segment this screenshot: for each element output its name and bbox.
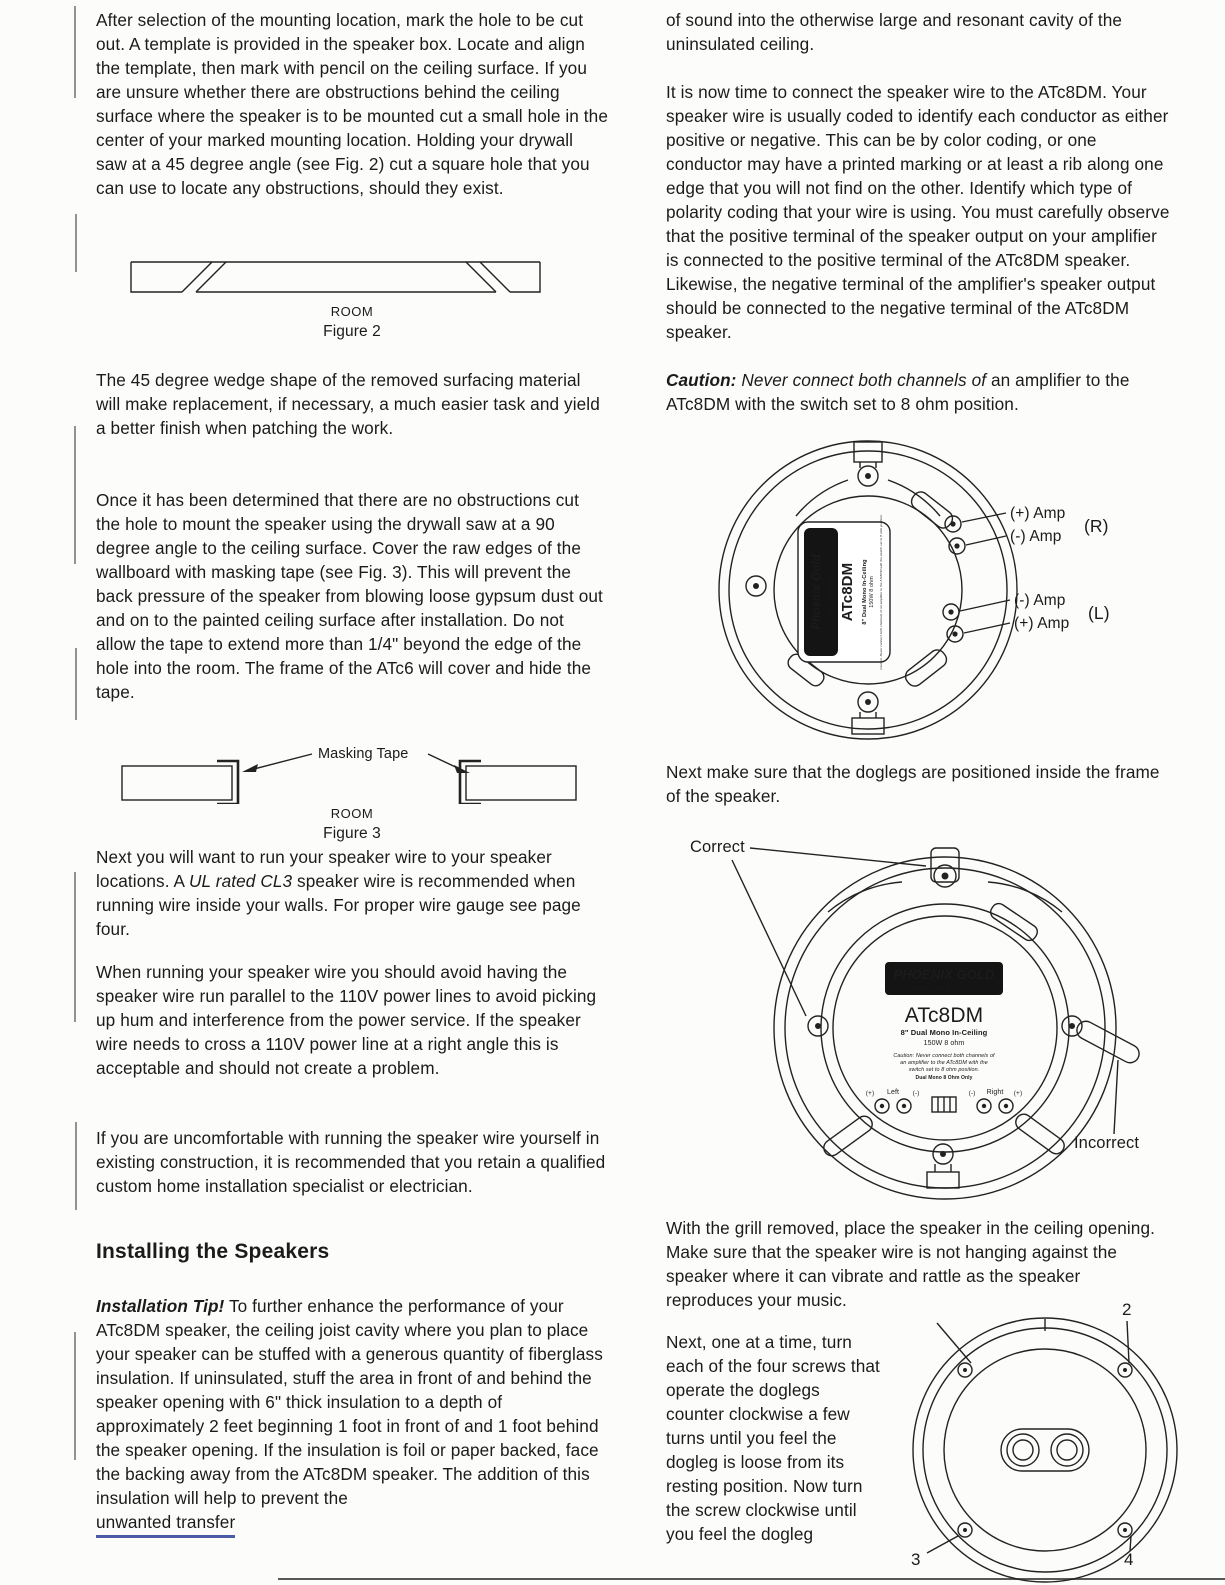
figure-3-room-label: ROOM [330, 806, 374, 821]
para-installation-tip [96, 1294, 608, 1538]
back-model-text: ATc8DM [839, 562, 856, 622]
para-speaker-wire-post: speaker wire is recommended when running wire inside your walls. For proper wire gauge see page four. [96, 871, 581, 939]
front-spec2-text: 150W 8 ohm [923, 1040, 965, 1047]
back-spec1-text: 8" Dual Mono In-Ceiling [862, 559, 868, 625]
figure-speaker-front-diagram [666, 836, 1176, 1208]
screw-figure-outline [913, 1318, 1177, 1582]
para-connect-wire: It is now time to connect the speaker wire to the ATc8DM. Your speaker wire is usually coded to identify each conductor as either positive or negative. This can be by color coding, or one conductor may have a printed marking or at least a rib along one edge that you will not find on the other. Identify which type of polarity coding that your wire is using. You must carefully observe that the positive terminal of the speaker output on your amplifier is connected to the positive terminal of the ATc8DM speaker. Likewise, the negative terminal of the amplifier's speaker output should be connected to the negative terminal of the ATc8DM speaker. [666, 82, 1170, 342]
front-model-text: ATc8DM [904, 1004, 984, 1027]
caution-rest: an amplifier to the ATc8DM with the switch set to 8 ohm position. [666, 370, 1130, 414]
front-terminal-right-label: Right [986, 1089, 1004, 1096]
figure-3-caption: Figure 3 [323, 825, 381, 842]
figure-screw-numbers [895, 1293, 1195, 1585]
para-speaker-wire-italic: UL rated CL3 [189, 871, 293, 891]
figure-3-masking-tape-diagram [114, 744, 584, 804]
installation-tip-last-words: unwanted transfer [96, 1510, 235, 1538]
front-incorrect-label: Incorrect [1074, 1134, 1140, 1152]
front-terminal-left-label: Left [886, 1089, 900, 1096]
figure-2-caption: Figure 2 [323, 323, 381, 340]
front-caution-line3: switch set to 8 ohm position. [908, 1067, 980, 1073]
figure-speaker-back-diagram [700, 436, 1200, 746]
screw-number-3: 3 [911, 1550, 921, 1569]
scan-artifact [75, 648, 77, 720]
scan-artifact [75, 1122, 77, 1210]
figure-speaker-back [700, 436, 1200, 746]
para-mark-hole: After selection of the mounting location, mark the hole to be cut out. A template is provided in the speaker box. Locate and align the template, then mark with pencil on the ceiling surface. If you are unsure whether there are obstructions behind the ceiling surface where the speaker is to be mounted cut a small hole in the center of your marked mounting location. Holding your drywall saw at a 45 degree angle (see Fig. 2) cut a square hole that you can use to locate any obstructions, should they exist. [96, 10, 609, 198]
figure-2-room-label: ROOM [330, 304, 374, 319]
figure-screw-numbers-diagram [895, 1293, 1195, 1585]
figure-3-masking-tape-label: Masking Tape [318, 746, 409, 762]
front-correct-label: Correct [690, 838, 745, 856]
scan-artifact [74, 6, 76, 98]
front-terminal-plus-right: (+) [1013, 1090, 1023, 1097]
back-label-channel-l: (L) [1088, 603, 1110, 623]
front-brand-sub-text: HOME PRODUCTS [904, 986, 984, 991]
para-installer: If you are uncomfortable with running the speaker wire yourself in existing construction, it is recommended that you retain a qualified custom home installation specialist or electrician. [96, 1128, 606, 1196]
scan-artifact [74, 426, 76, 564]
front-brand-text: PHOENIX GOLD [893, 967, 995, 982]
back-label-amp-minus-r: (-) Amp [1010, 528, 1062, 545]
para-cut-hole: Once it has been determined that there are no obstructions cut the hole to mount the speaker using the drywall saw at a 90 degree angle to the ceiling surface. Cover the raw edges of the wallboard with masking tape (see Fig. 3). This will prevent the back pressure of the speaker from blowing loose gypsum dust out and on to the painted ceiling surface after installation. Do not allow the tape to extend more than 1/4" beyond the edge of the hole into the room. The frame of the ATc6 will cover and hide the tape. [96, 490, 603, 702]
figure-3 [96, 744, 608, 843]
scan-artifact [74, 872, 76, 1022]
front-terminal-minus-left: (-) [912, 1090, 920, 1097]
caution-label: Caution: [666, 370, 737, 390]
screw-number-4: 4 [1124, 1550, 1134, 1569]
front-terminal-minus-right: (-) [968, 1090, 976, 1097]
back-label-amp-plus-l: (+) Amp [1014, 615, 1070, 632]
para-speaker-wire [96, 845, 608, 941]
section-heading-installing-speakers: Installing the Speakers [96, 1240, 330, 1263]
back-label-amp-minus-l: (-) Amp [1014, 592, 1066, 609]
para-grill-removed: With the grill removed, place the speaker in the ceiling opening. Make sure that the speaker wire is not hanging against the speaker where it can vibrate and rattle as the speaker reproduces your music. [666, 1218, 1155, 1310]
back-caution-text: Caution: Never connect both channels of an amplifier to the ATc8DM with the switch set to 8 ohm position. [879, 514, 883, 670]
para-turn-screws: Next, one at a time, turn each of the four screws that operate the doglegs counter clockwise a few turns until you feel the dogleg is loose from its resting position. Now turn the screw clockwise until you feel the dogleg [666, 1332, 880, 1544]
para-power-lines: When running your speaker wire you should avoid having the speaker wire run parallel to the 110V power lines to avoid picking up hum and interference from the power service. If the speaker wire needs to cross a 110V power line at a right angle this is acceptable and should not create a problem. [96, 962, 597, 1078]
installation-tip-label: Installation Tip! [96, 1296, 225, 1316]
back-brand-sub-text: HOME PRODUCTS [828, 563, 833, 621]
speaker-back-outline [719, 441, 1017, 739]
para-caution [666, 368, 1172, 416]
back-brand-text: Phoenix Gold [811, 554, 823, 630]
para-speaker-wire-pre: Next you will want to run your speaker wire to your speaker locations. A [96, 847, 552, 891]
front-terminal-plus-left: (+) [865, 1090, 875, 1097]
figure-2 [96, 258, 608, 341]
back-label-amp-plus-r: (+) Amp [1010, 505, 1066, 522]
screw-number-2: 2 [1122, 1300, 1132, 1319]
front-caution-line2: an amplifier to the ATc8DM with the [900, 1060, 988, 1066]
figure-speaker-front [666, 836, 1176, 1208]
para-doglegs: Next make sure that the doglegs are positioned inside the frame of the speaker. [666, 762, 1160, 806]
para-sound-cavity: of sound into the otherwise large and resonant cavity of the uninsulated ceiling. [666, 10, 1123, 54]
installation-tip-text: To further enhance the performance of your ATc8DM speaker, the ceiling joist cavity where you plan to place your speaker can be stuffed with a generous quantity of fiberglass insulation. If uninsulated, stuff the area in front of and behind the speaker opening with 6" thick insulation to a depth of approximately 2 feet beginning 1 foot in front of and 1 foot behind the speaker opening. If the insulation is foil or paper backed, face the backing away from the ATc8DM speaker. The addition of this insulation will help to prevent the [96, 1296, 603, 1508]
scan-artifact [74, 1332, 76, 1460]
figure-2-wedge-diagram [128, 258, 543, 298]
back-label-channel-r: (R) [1084, 516, 1109, 536]
para-wedge-shape: The 45 degree wedge shape of the removed surfacing material will make replacement, if necessary, a much easier task and yield a better finish when patching the work. [96, 370, 600, 438]
back-spec2-text: 150W 8 ohm [869, 576, 875, 608]
front-caution-line1: Caution: Never connect both channels of [893, 1053, 995, 1059]
scan-artifact [75, 214, 77, 272]
front-caution-line4: Dual Mono 8 Ohm Only [915, 1075, 973, 1081]
caution-italic: Never connect both channels of [736, 370, 987, 390]
front-spec1-text: 8" Dual Mono In-Ceiling [900, 1028, 988, 1037]
